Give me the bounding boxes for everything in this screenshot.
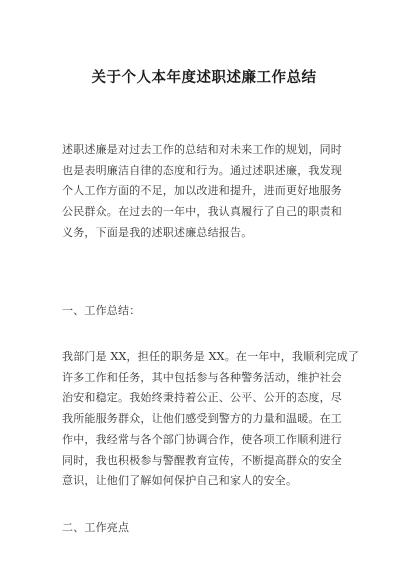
section1-line: 同时，我也积极参与警醒教育宣传，不断提高群众的安全 xyxy=(62,453,342,467)
section1-line: 我部门是 XX，担任的职务是 XX。在一年中，我顺利完成了 xyxy=(62,350,360,363)
intro-line: 也是表明廉洁自律的态度和行为。通过述职述廉，我发现 xyxy=(62,163,342,177)
section1-line: 治安和稳定。我始终秉持着公正、公平、公开的态度，尽 xyxy=(62,391,342,405)
document-title: 关于个人本年度述职述廉工作总结 xyxy=(91,70,317,86)
intro-line: 公民群众。在过去的一年中，我认真履行了自己的职责和 xyxy=(62,205,342,219)
intro-line: 个人工作方面的不足，加以改进和提升，进而更好地服务 xyxy=(62,184,342,198)
section2-heading: 二、工作亮点 xyxy=(62,521,130,534)
section1-line: 许多工作和任务，其中包括参与各种警务活动，维护社会 xyxy=(62,370,342,384)
section1-line: 作中，我经常与各个部门协调合作，使各项工作顺利进行 xyxy=(62,432,342,446)
section1-heading: 一、工作总结： xyxy=(62,304,141,317)
intro-line: 述职述廉是对过去工作的总结和对未来工作的规划，同时 xyxy=(62,143,342,156)
section1-line: 我所能服务群众，让他们感受到警方的力量和温暖。在工 xyxy=(62,412,342,426)
section1-line: 意识，让他们了解如何保护自己和家人的安全。 xyxy=(62,474,298,488)
section1-paragraph xyxy=(62,347,360,492)
intro-line: 义务，下面是我的述职述廉总结报告。 xyxy=(62,225,253,239)
intro-paragraph xyxy=(62,140,348,244)
